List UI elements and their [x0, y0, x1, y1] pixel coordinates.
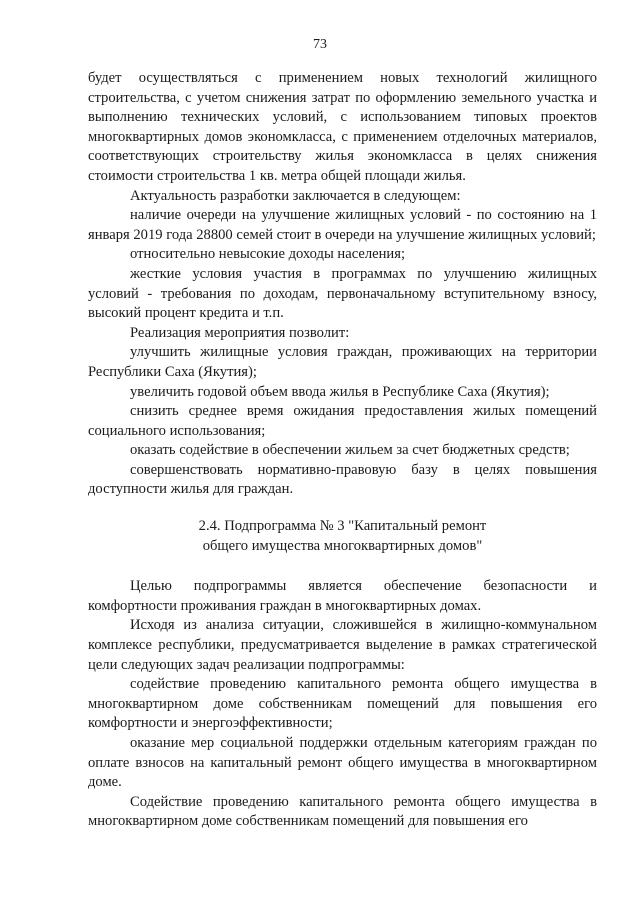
paragraphs-before [88, 69, 597, 500]
paragraph: совершенствовать нормативно-правовую базу в целях повышения доступности жилья для граждан. [88, 461, 597, 498]
paragraph: будет осуществляться с применением новых технологий жилищного строительства, с учетом снижения затрат по оформлению земельного участка и выполнению технических условий, с использованием типовых проектов многоквартирных домов экономкласса, с применением отделочных материалов, соответствующих строительству жилья экономкласса в целях снижения стоимости строительства 1 кв. метра общей площади жилья. [88, 70, 597, 184]
paragraph: Исходя из анализа ситуации, сложившейся в жилищно-коммунальном комплексе республики, предусматривается выделение в рамках стратегической цели следующих задач реализации подпрограммы: [88, 617, 597, 673]
paragraphs-after [88, 577, 597, 832]
paragraph: Содействие проведению капитального ремонта общего имущества в многоквартирном доме собственникам помещений для повышения его [88, 793, 597, 830]
paragraph: увеличить годовой объем ввода жилья в Республике Саха (Якутия); [130, 383, 550, 400]
paragraph: содействие проведению капитального ремонта общего имущества в многоквартирном доме собственникам помещений для повышения его комфортности и энергоэффективности; [88, 676, 597, 732]
paragraph: оказать содействие в обеспечении жильем за счет бюджетных средств; [130, 442, 570, 459]
paragraph: относительно невысокие доходы населения; [130, 246, 405, 263]
paragraph: снизить среднее время ожидания предоставления жилых помещений социального использования; [88, 403, 597, 439]
paragraph: Целью подпрограммы является обеспечение безопасности и комфортности проживания граждан в многоквартирных домах. [88, 578, 597, 614]
paragraph: жесткие условия участия в программах по улучшению жилищных условий - требования по доходам, первоначальному вступительному взносу, высокий процент кредита и т.п. [88, 265, 597, 322]
paragraph: оказание мер социальной поддержки отдельным категориям граждан по оплате взносов на капитальный ремонт общего имущества в многоквартирном доме. [88, 735, 597, 791]
paragraph: Актуальность разработки заключается в следующем: [130, 187, 461, 204]
paragraph: Реализация мероприятия позволит: [130, 324, 350, 341]
body-text [88, 69, 597, 832]
section-heading [88, 517, 597, 556]
section-heading-line-1: 2.4. Подпрограмма № 3 "Капитальный ремонт [198, 518, 487, 535]
page-number: 73 [313, 37, 327, 52]
section-heading-line-2: общего имущества многоквартирных домов" [202, 537, 483, 554]
paragraph: улучшить жилищные условия граждан, проживающих на территории Республики Саха (Якутия); [88, 344, 597, 380]
paragraph: наличие очереди на улучшение жилищных условий - по состоянию на 1 января 2019 года 28800 семей стоит в очереди на улучшение жилищных условий; [88, 207, 597, 243]
